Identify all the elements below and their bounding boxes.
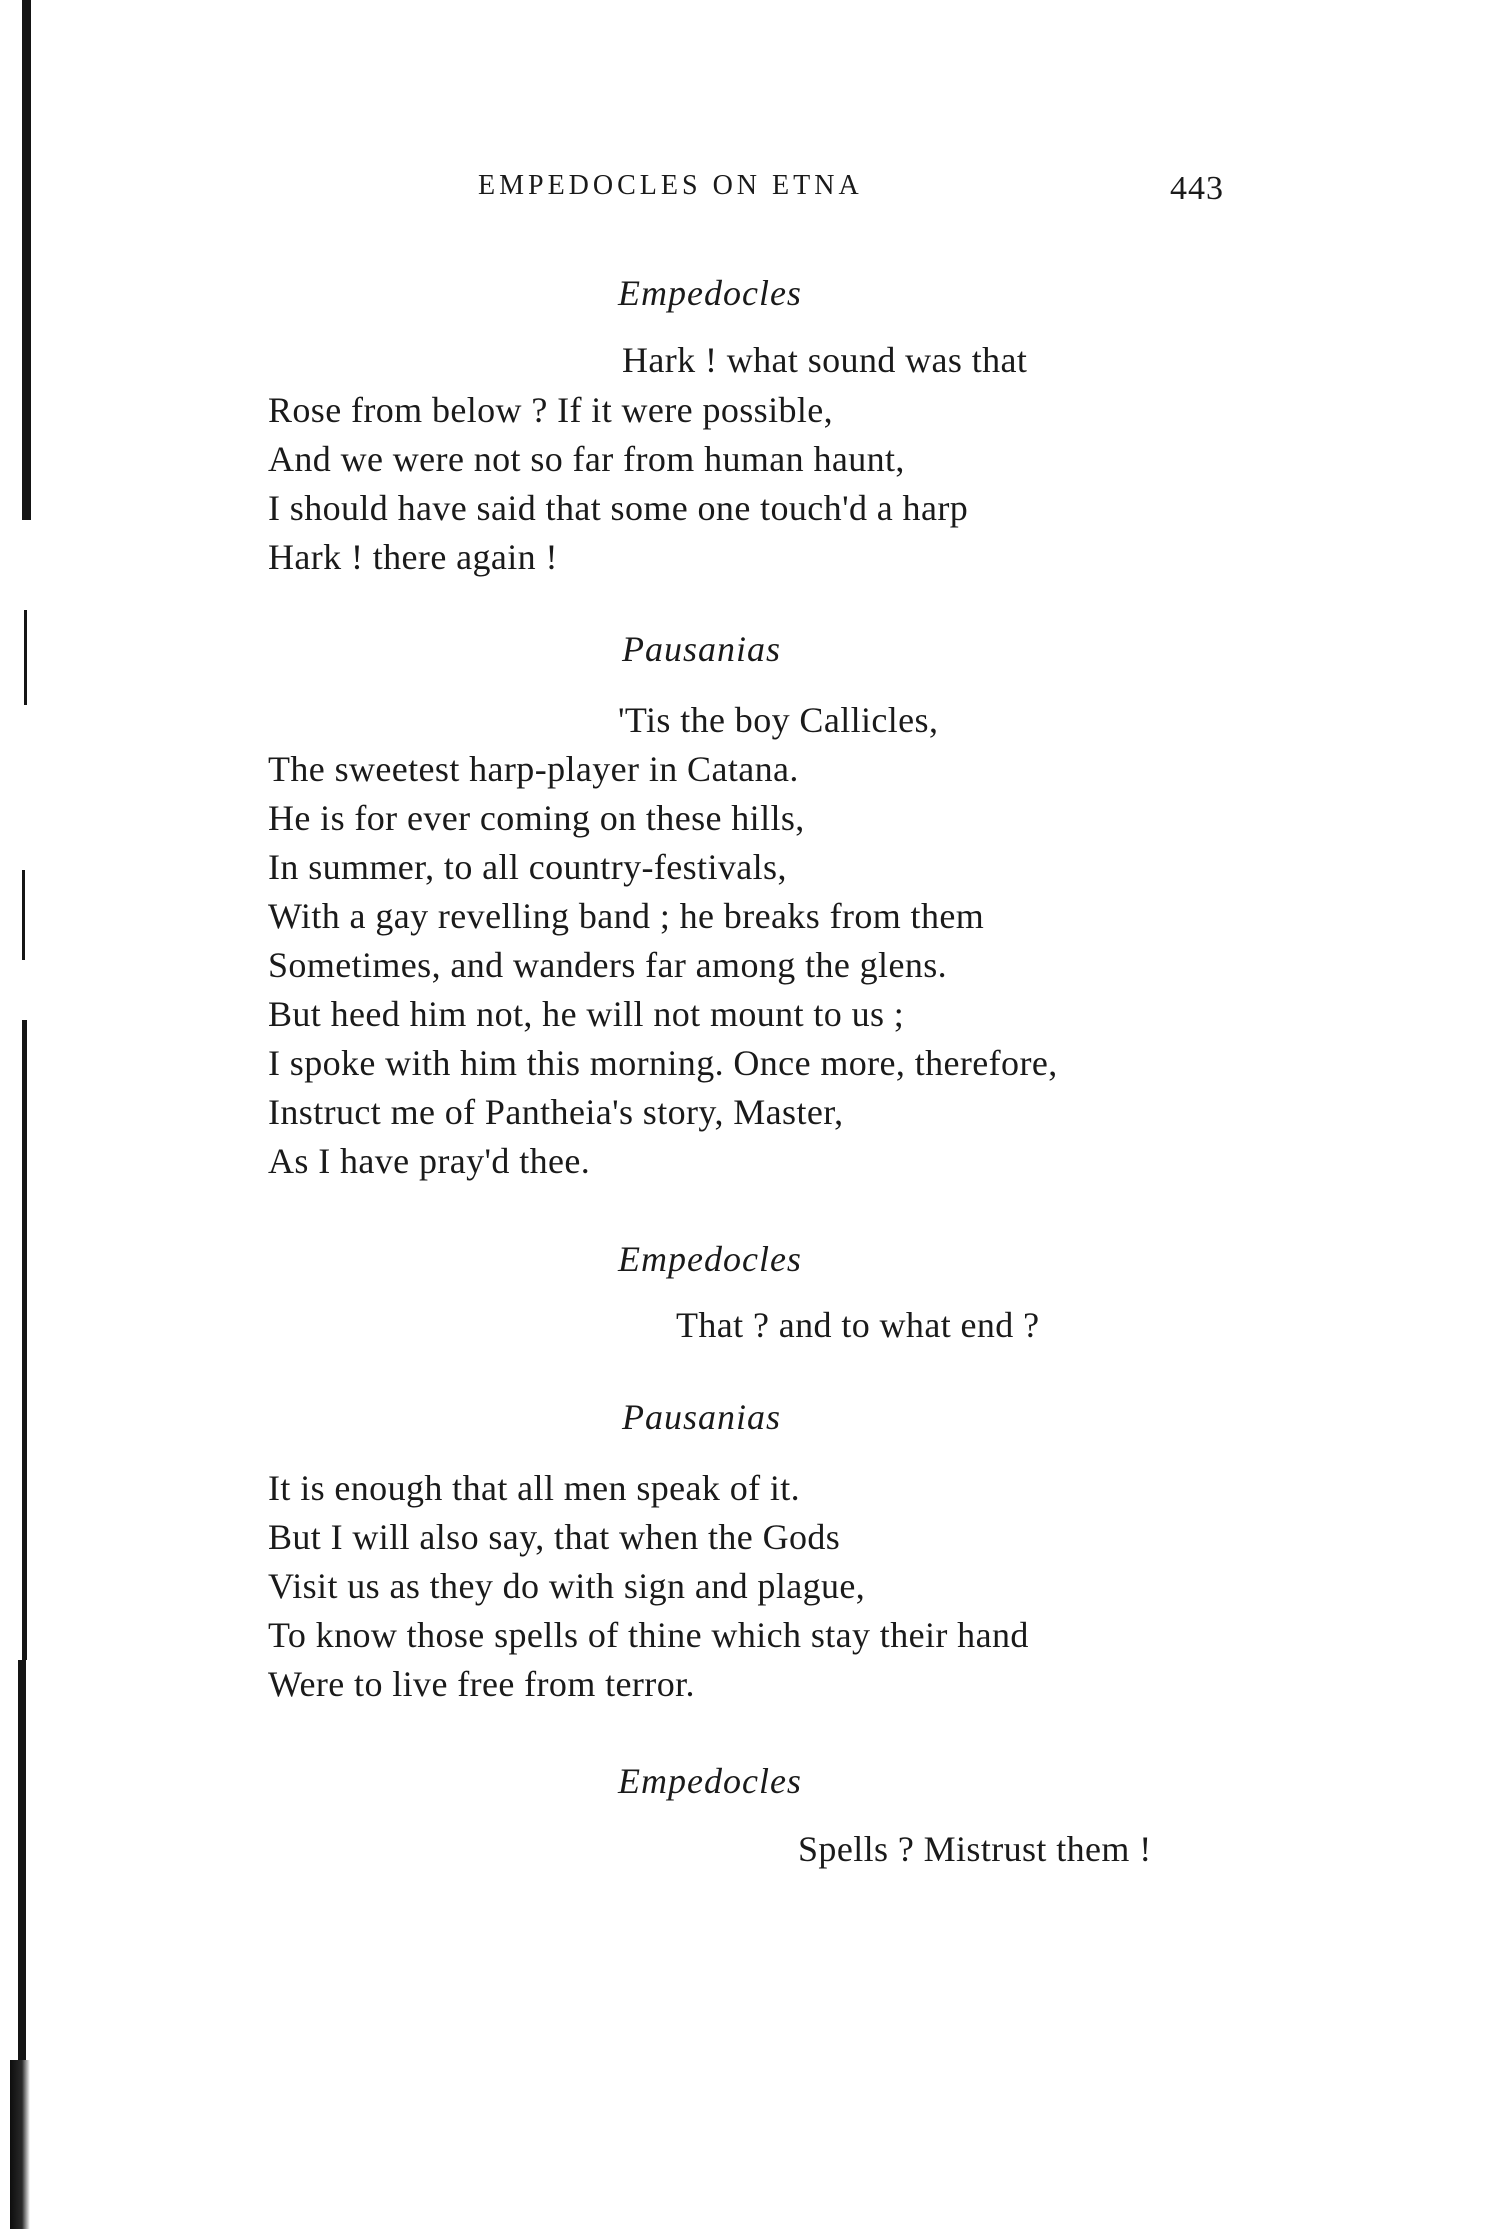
page-number: 443: [1170, 170, 1224, 207]
binding-edge-shadow: [0, 0, 30, 2229]
speaker-name: Empedocles: [618, 1239, 802, 1279]
verse-line: The sweetest harp-player in Catana.: [268, 749, 799, 789]
binding-mark: [10, 2060, 30, 2229]
binding-mark: [22, 870, 25, 960]
verse-line: With a gay revelling band ; he breaks from them: [268, 896, 985, 936]
verse-line: To know those spells of thine which stay their hand: [268, 1615, 1029, 1655]
binding-mark: [24, 610, 27, 705]
binding-mark: [18, 1660, 26, 2060]
speaker-name: Pausanias: [622, 629, 782, 669]
verse-line: He is for ever coming on these hills,: [268, 798, 805, 838]
verse-line: Hark ! there again !: [268, 537, 558, 577]
verse-line: As I have pray'd thee.: [268, 1141, 591, 1181]
verse-line: It is enough that all men speak of it.: [268, 1468, 801, 1508]
binding-mark: [22, 1020, 27, 1660]
verse-line: Were to live free from terror.: [268, 1664, 695, 1704]
verse-line: I spoke with him this morning. Once more, therefore,: [268, 1043, 1058, 1083]
verse-line: Hark ! what sound was that: [622, 340, 1028, 380]
running-head: EMPEDOCLES ON ETNA: [478, 170, 863, 201]
verse-line: In summer, to all country-festivals,: [268, 847, 787, 887]
verse-line: And we were not so far from human haunt,: [268, 439, 905, 479]
verse-line: 'Tis the boy Callicles,: [618, 700, 939, 740]
binding-mark: [22, 0, 31, 520]
verse-line: But heed him not, he will not mount to us ;: [268, 994, 905, 1034]
verse-line: Spells ? Mistrust them !: [798, 1829, 1152, 1869]
speaker-name: Pausanias: [622, 1397, 782, 1437]
verse-line: Rose from below ? If it were possible,: [268, 390, 834, 430]
verse-line: I should have said that some one touch'd a harp: [268, 488, 969, 528]
verse-line: Visit us as they do with sign and plague,: [268, 1566, 866, 1606]
verse-line: Sometimes, and wanders far among the glens.: [268, 945, 948, 985]
verse-line: Instruct me of Pantheia's story, Master,: [268, 1092, 844, 1132]
verse-line: That ? and to what end ?: [676, 1305, 1040, 1345]
speaker-name: Empedocles: [618, 1761, 802, 1801]
speaker-name: Empedocles: [618, 273, 802, 313]
verse-line: But I will also say, that when the Gods: [268, 1517, 841, 1557]
